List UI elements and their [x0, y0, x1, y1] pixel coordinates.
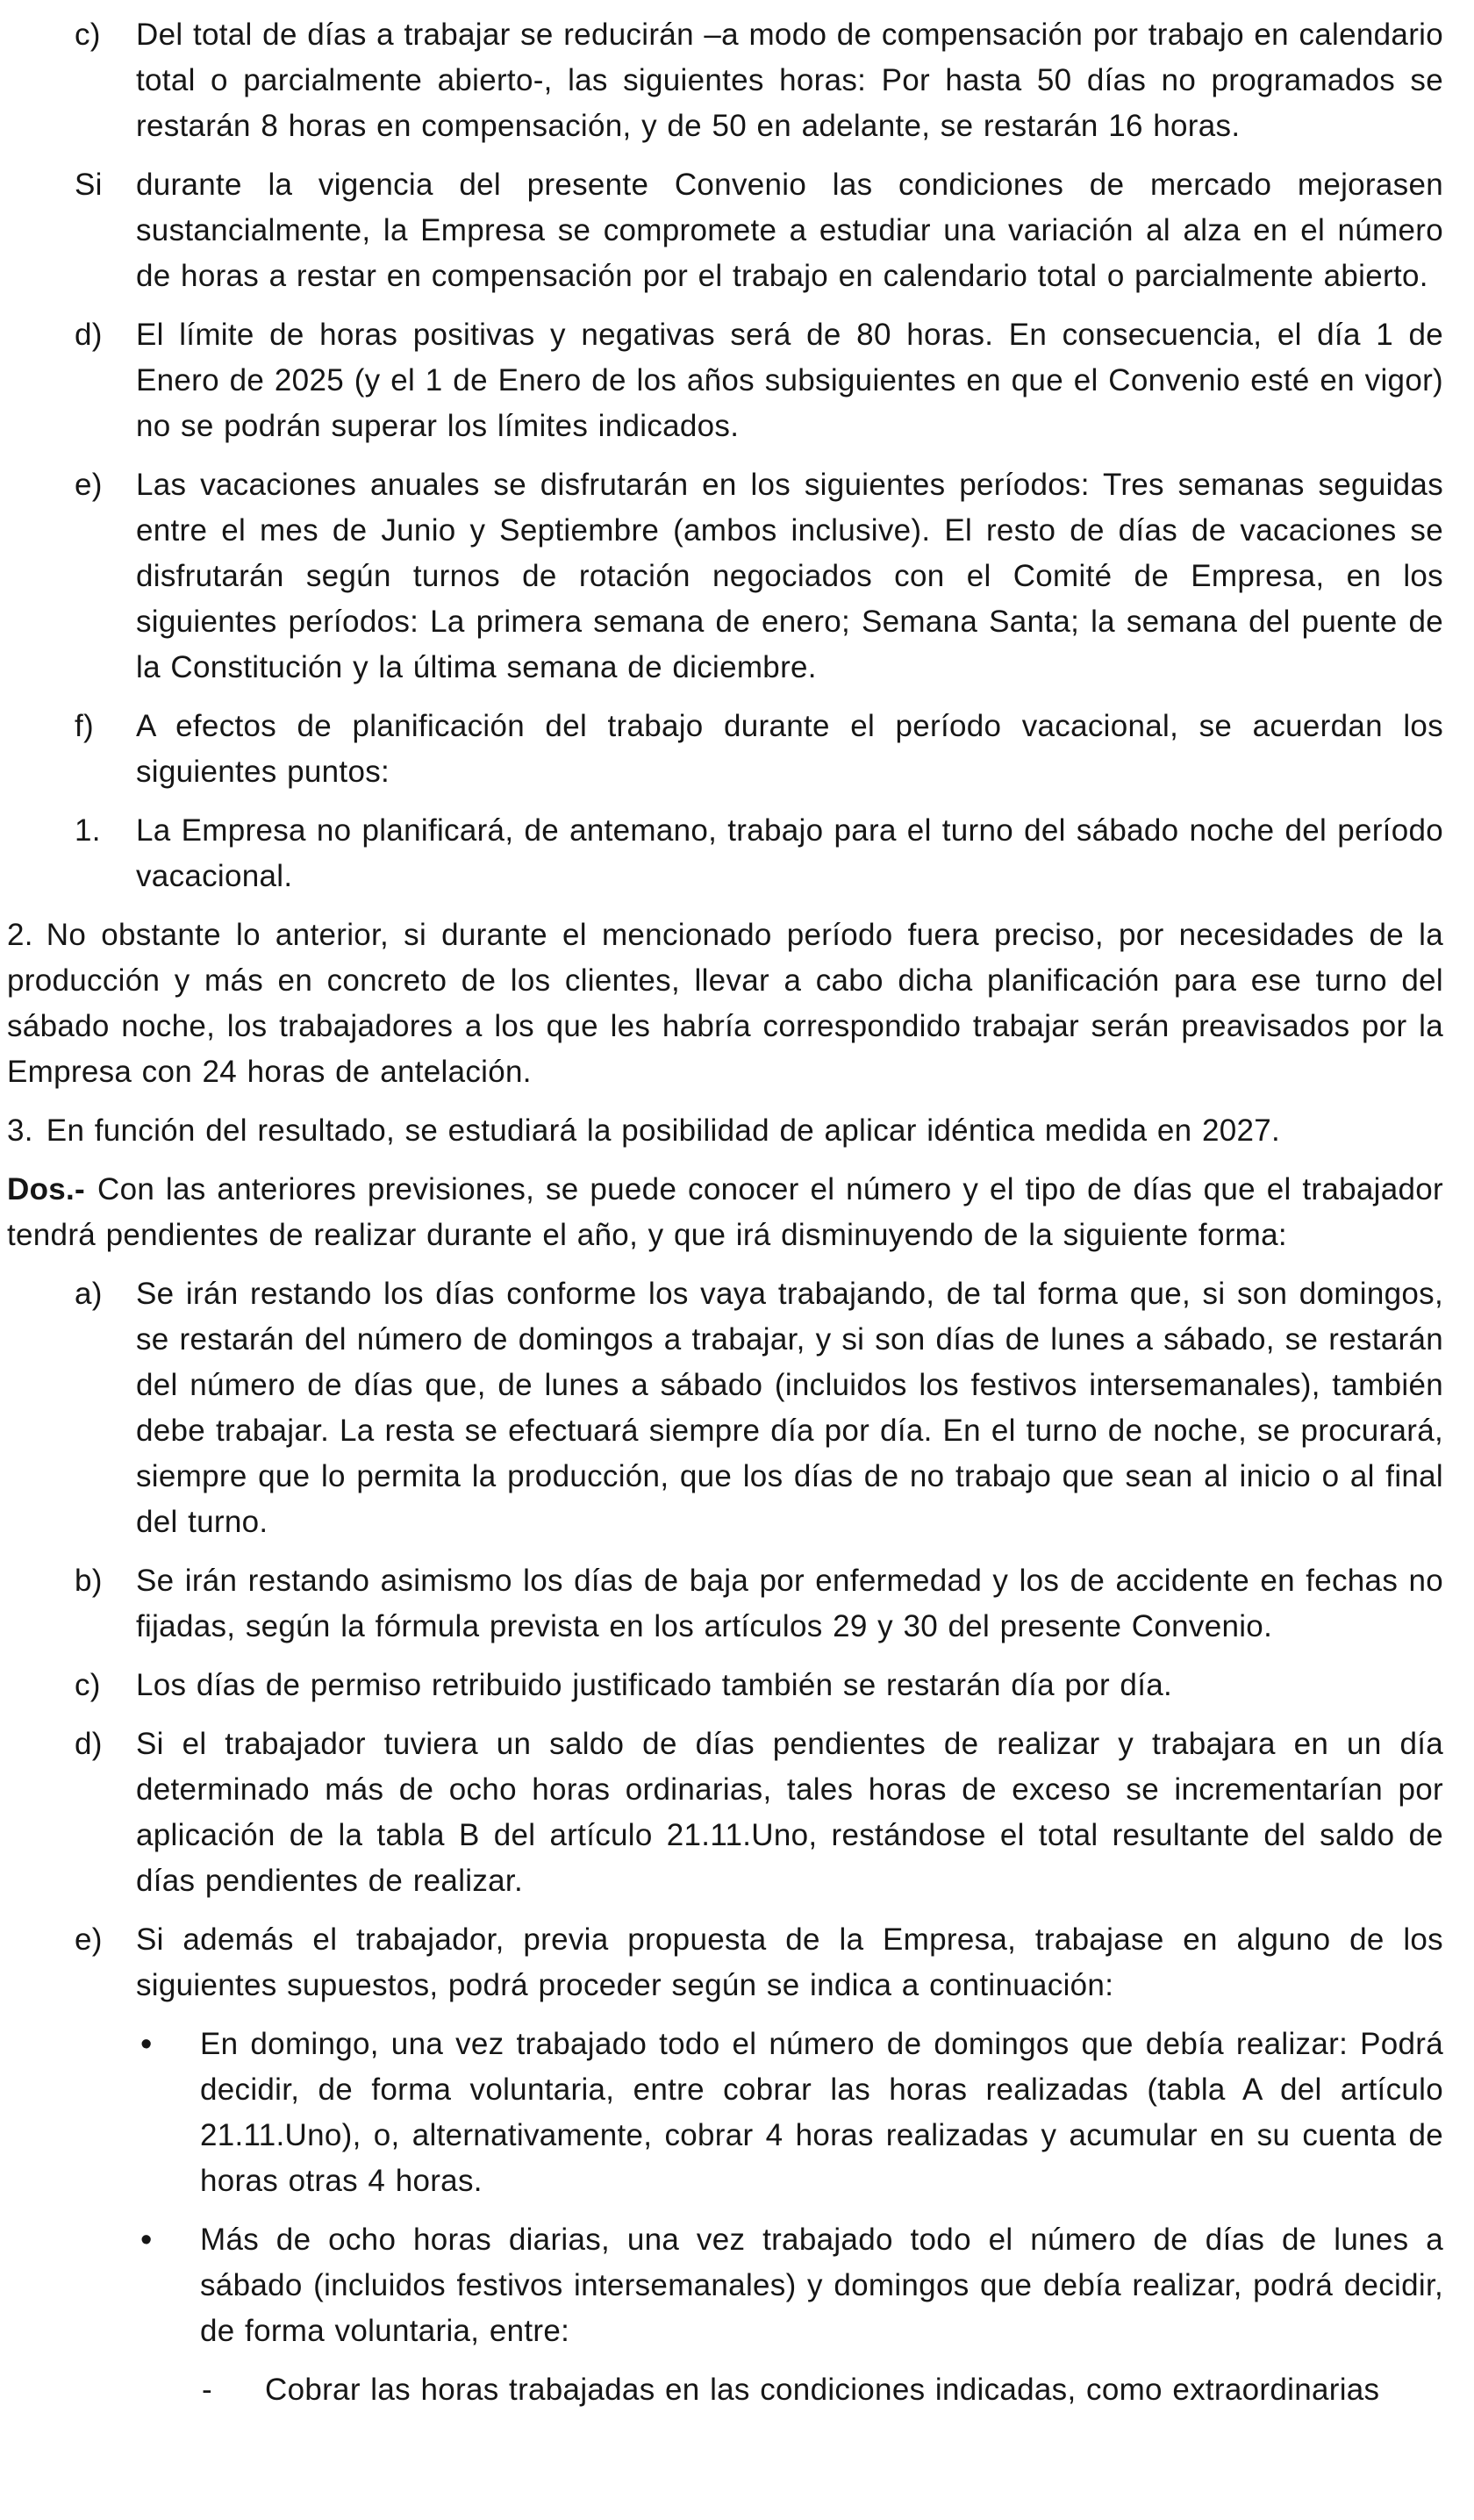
clause-e2-marker: e) [75, 1922, 103, 1957]
clause-b2-marker: b) [75, 1564, 103, 1598]
point-3 [7, 1108, 1443, 1154]
clause-d2-text: Si el trabajador tuviera un saldo de días pendientes de realizar y trabajara en un día determinado más de ocho horas ordinarias, tales horas de exceso se incrementarían por aplicación de la tabla B del artículo 21.11.Uno, restándose el total resultante del saldo de días pendientes de realizar. [136, 1727, 1443, 1898]
clause-d2 [7, 1722, 1443, 1904]
point-1-text: La Empresa no planificará, de antemano, trabajo para el turno del sábado noche del período vacacional. [136, 813, 1443, 893]
point-1-marker: 1. [75, 813, 101, 848]
bullet-item-domingo-text: En domingo, una vez trabajado todo el número de domingos que debía realizar: Podrá decidir, de forma voluntaria, entre cobrar las horas realizadas (tabla A del artículo 21.11.Uno), o, alternativamente, cobrar 4 horas realizadas y acumular en su cuenta de horas otras 4 horas. [200, 2027, 1443, 2198]
section-dos-text: Con las anteriores previsiones, se puede conocer el número y el tipo de días que el trabajador tendrá pendientes de realizar durante el año, y que irá disminuyendo de la siguiente forma: [7, 1172, 1443, 1252]
section-dos-marker: Dos.- [7, 1172, 85, 1206]
section-dos [7, 1167, 1443, 1258]
dash-icon: - [202, 2373, 212, 2407]
clause-e2 [7, 1917, 1443, 2008]
clause-c2 [7, 1663, 1443, 1708]
clause-b2-text: Se irán restando asimismo los días de baja por enfermedad y los de accidente en fechas no fijadas, según la fórmula prevista en los artículos 29 y 30 del presente Convenio. [136, 1564, 1443, 1643]
clause-f-marker: f) [75, 709, 94, 743]
clause-f [7, 704, 1443, 795]
clause-a2 [7, 1271, 1443, 1545]
clause-d [7, 312, 1443, 449]
clause-c2-marker: c) [75, 1668, 101, 1702]
point-1 [7, 808, 1443, 899]
point-2 [7, 913, 1443, 1095]
clause-c-continuation-lead: Si [75, 168, 103, 202]
clause-c [7, 12, 1443, 149]
clause-c2-text: Los días de permiso retribuido justificado también se restarán día por día. [136, 1668, 1173, 1702]
bullet-item-ocho-horas-text: Más de ocho horas diarias, una vez trabajado todo el número de días de lunes a sábado (incluidos festivos intersemanales) y domingos que debía realizar, podrá decidir, de forma voluntaria, entre: [200, 2223, 1443, 2348]
point-3-text: En función del resultado, se estudiará la posibilidad de aplicar idéntica medida en 2027. [46, 1113, 1281, 1148]
document-page [7, 12, 1443, 2426]
bullet-icon: • [140, 2026, 153, 2063]
clause-c-text: Del total de días a trabajar se reducirán –a modo de compensación por trabajo en calendario total o parcialmente abierto-, las siguientes horas: Por hasta 50 días no programados se restarán 8 horas en compensación, y de 50 en adelante, se restarán 16 horas. [136, 18, 1443, 143]
clause-d-marker: d) [75, 318, 103, 352]
clause-d2-marker: d) [75, 1727, 103, 1761]
bullet-item-domingo [7, 2022, 1443, 2204]
clause-e-text: Las vacaciones anuales se disfrutarán en los siguientes períodos: Tres semanas seguidas entre el mes de Junio y Septiembre (ambos inclusive). El resto de días de vacaciones se disfrutarán según turnos de rotación negociados con el Comité de Empresa, en los siguientes períodos: La primera semana de enero; Semana Santa; la semana del puente de la Constitución y la última semana de diciembre. [136, 468, 1443, 684]
clause-b2 [7, 1558, 1443, 1650]
clause-e-marker: e) [75, 468, 103, 502]
clause-c-continuation [7, 162, 1443, 299]
point-3-marker: 3. [7, 1113, 33, 1148]
clause-a2-marker: a) [75, 1277, 103, 1311]
clause-f-text: A efectos de planificación del trabajo durante el período vacacional, se acuerdan los siguientes puntos: [136, 709, 1443, 789]
clause-d-text: El límite de horas positivas y negativas será de 80 horas. En consecuencia, el día 1 de Enero de 2025 (y el 1 de Enero de los años subsiguientes en que el Convenio esté en vigor) no se podrán superar los límites indicados. [136, 318, 1443, 443]
clause-c-marker: c) [75, 18, 101, 52]
clause-e [7, 462, 1443, 691]
point-2-text: No obstante lo anterior, si durante el mencionado período fuera preciso, por necesidades de la producción y más en concreto de los clientes, llevar a cabo dicha planificación para ese turno del sábado noche, los trabajadores a los que les habría correspondido trabajar serán preavisados por la Empresa con 24 horas de antelación. [7, 918, 1443, 1089]
dash-item-cobrar [7, 2367, 1443, 2413]
clause-a2-text: Se irán restando los días conforme los vaya trabajando, de tal forma que, si son domingos, se restarán del número de domingos a trabajar, y si son días de lunes a sábado, se restarán del número de días que, de lunes a sábado (incluidos los festivos intersemanales), también debe trabajar. La resta se efectuará siempre día por día. En el turno de noche, se procurará, siempre que lo permita la producción, que los días de no trabajo que sean al inicio o al final del turno. [136, 1277, 1443, 1539]
clause-e2-text: Si además el trabajador, previa propuesta de la Empresa, trabajase en alguno de los siguientes supuestos, podrá proceder según se indica a continuación: [136, 1922, 1443, 2002]
bullet-item-ocho-horas [7, 2217, 1443, 2354]
clause-c-continuation-text: durante la vigencia del presente Convenio las condiciones de mercado mejorasen sustancialmente, la Empresa se compromete a estudiar una variación al alza en el número de horas a restar en compensación por el trabajo en calendario total o parcialmente abierto. [136, 168, 1443, 293]
dash-item-cobrar-text: Cobrar las horas trabajadas en las condiciones indicadas, como extraordinarias [265, 2373, 1380, 2407]
point-2-marker: 2. [7, 918, 33, 952]
bullet-icon: • [140, 2222, 153, 2259]
